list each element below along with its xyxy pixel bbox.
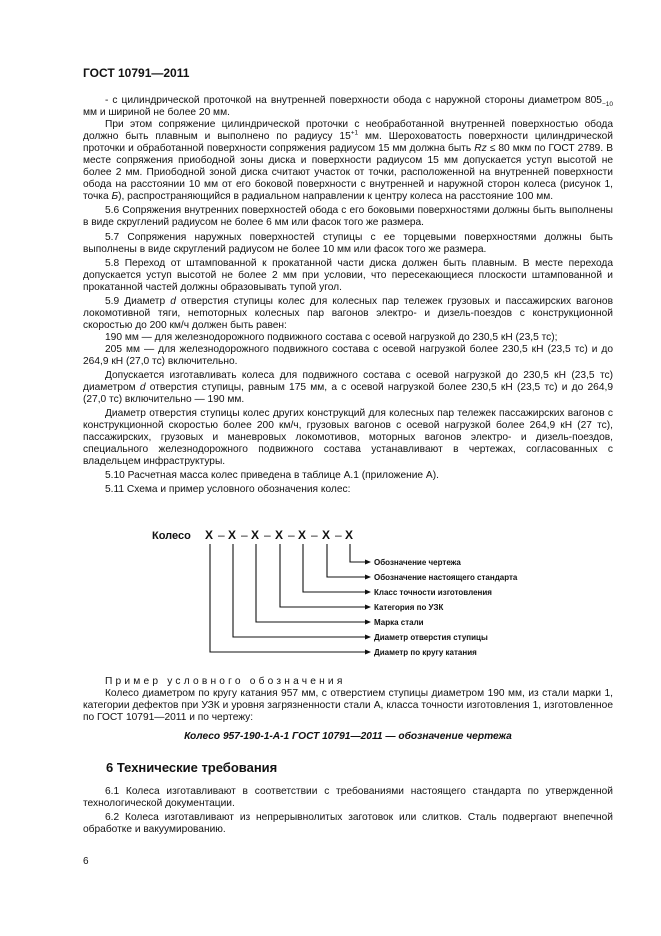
- code-dash-2: –: [241, 528, 248, 542]
- paragraph-175mm: Допускается изготавливать колеса для подвижного состава с осевой нагрузкой до 230,5 кН (23,5 тс) диаметром d отверстия ступицы, равным 175 мм, а с осевой нагрузкой более 230,5 кН (23,5 тс) и до 264,9 (27,0 тс) включительно — 190 мм.: [83, 370, 613, 406]
- label-drawing: Обозначение чертежа: [374, 558, 461, 567]
- paragraph-205mm: 205 мм — для железнодорожного подвижного состава с осевой нагрузкой более 230,5 кН (23,5 тс) и до 264,9 кН (27,0 тс) включительно.: [83, 343, 613, 367]
- leader-line-3: [303, 544, 370, 592]
- label-standard: Обозначение настоящего стандарта: [374, 573, 518, 582]
- example-heading: Пример условного обозначения: [105, 676, 346, 687]
- paragraph-5-6: 5.6 Сопряжения внутренних поверхностей обода с его боковыми поверхностями должны быть выполнены в виде скруглений радиусом не более 6 мм или фасок того же размера.: [83, 205, 613, 229]
- code-x-1: Х: [205, 528, 214, 542]
- paragraph-5-10: 5.10 Расчетная масса колес приведена в таблице А.1 (приложение А).: [105, 470, 439, 482]
- paragraph-6-2: 6.2 Колеса изготавливают из непрерывнолитых заготовок или слитков. Сталь подвергают внепечной обработке и вакуумированию.: [83, 812, 613, 836]
- label-accuracy-class: Класс точности изготовления: [374, 588, 492, 597]
- paragraph-5-8: 5.8 Переход от штампованной к прокатанной части диска должен быть плавным. В месте перехода допускается уступ высотой не более 2 мм при условии, что пересекающиеся плоскости штампованной и прокатанной частей должны образовывать тупой угол.: [83, 257, 613, 293]
- leader-line-7: [210, 544, 370, 652]
- code-dash-3: –: [264, 528, 271, 542]
- code-x-6: Х: [322, 528, 331, 542]
- leader-line-2: [327, 544, 370, 577]
- document-header: ГОСТ 10791—2011: [83, 66, 190, 80]
- leader-line-1: [350, 544, 370, 562]
- label-tread-diameter: Диаметр по кругу катания: [374, 648, 477, 657]
- leader-line-4: [280, 544, 370, 607]
- label-steel-grade: Марка стали: [374, 618, 424, 627]
- paragraph-190mm: 190 мм — для железнодорожного подвижного состава с осевой нагрузкой до 230,5 кН (23,5 тс);: [105, 331, 558, 343]
- code-dash-5: –: [311, 528, 318, 542]
- designation-scheme: [152, 521, 552, 661]
- example-paragraph: Колесо диаметром по кругу катания 957 мм, с отверстием ступицы диаметром 190 мм, из стали марки 1, категории дефектов при УЗК и уровня загрязненности стали А, класса точности изготовления 1, изготовленное по ГОСТ 10791—2011 и по чертежу:: [83, 688, 613, 724]
- code-dash-1: –: [218, 528, 225, 542]
- code-x-5: Х: [298, 528, 307, 542]
- code-x-2: Х: [228, 528, 237, 542]
- page-number: 6: [83, 856, 89, 867]
- code-x-4: Х: [275, 528, 284, 542]
- scheme-word: Колесо: [152, 530, 191, 542]
- example-text: [83, 688, 613, 724]
- paragraph-roughness: При этом сопряжение цилиндрической проточки с необработанной внутренней поверхностью обода должно быть плавным и выполнено по радиусу $15^{+1}$ мм. Шероховатость поверхности цилиндрической проточки и обработанной поверхности сопряжения радиусом 15 мм должна быть Rz ≤ 80 мкм по ГОСТ 2789. В месте сопряжения приободной зоны диска и поверхности радиусом 15 мм допускается уступ высотой не более 2 мм. Приободной зоной диска считают участок от точки, расположенной на внутренней поверхности обода на расстоянии 10 мм от его боковой поверхности с внутренней и наружной сторон колеса (рисунок 1, точка Б), распространяющийся в радиальном направлении к центру колеса на расстояние 100 мм.: [83, 119, 613, 203]
- paragraph-5-7: 5.7 Сопряжения наружных поверхностей ступицы с ее торцевыми поверхностями должны быть выполнены в виде скруглений радиусом не более 10 мм или фасок того же размера.: [83, 231, 613, 255]
- example-result: Колесо 957-190-1-А-1 ГОСТ 10791—2011 — обозначение чертежа: [184, 731, 512, 742]
- code-dash-4: –: [288, 528, 295, 542]
- section-title: 6 Технические требования: [106, 760, 278, 775]
- paragraph-other-designs: Диаметр отверстия ступицы колес других конструкций для колесных пар тележек пассажирских вагонов с конструкционной скоростью более 200 км/ч, грузовых вагонов с осевой нагрузкой более 264,9 кН (27 тс), пассажирских, грузовых и маневровых локомотивов, моторных вагонов электро- и дизель-поездов, специального железнодорожного подвижного состава устанавливают в чертежах, согласованных с владельцем инфраструктуры.: [83, 408, 613, 468]
- code-x-3: Х: [251, 528, 260, 542]
- leader-line-5: [256, 544, 370, 622]
- paragraph-groove: - с цилиндрической проточкой на внутренней поверхности обода с наружной стороны диаметром $805_{-10}$ мм и шириной не более 20 мм.: [83, 95, 613, 119]
- paragraph-6-1: 6.1 Колеса изготавливают в соответствии с требованиями настоящего стандарта по утвержденной технологической документации.: [83, 786, 613, 810]
- label-hub-bore: Диаметр отверстия ступицы: [374, 633, 488, 642]
- paragraph-5-11: 5.11 Схема и пример условного обозначения колес:: [105, 484, 351, 496]
- paragraph-5-9: 5.9 Диаметр d отверстия ступицы колес для колесных пар тележек грузовых и пассажирских вагонов локомотивной тяги, неmоторных колесных пар вагонов электро- и дизель-поездов с конструкционной скоростью до 200 км/ч должен быть равен:: [83, 295, 613, 331]
- body-text: [83, 95, 613, 497]
- label-uzk-category: Категория по УЗК: [374, 603, 444, 612]
- code-x-7: Х: [345, 528, 354, 542]
- code-dash-6: –: [335, 528, 342, 542]
- section-text: [83, 786, 613, 836]
